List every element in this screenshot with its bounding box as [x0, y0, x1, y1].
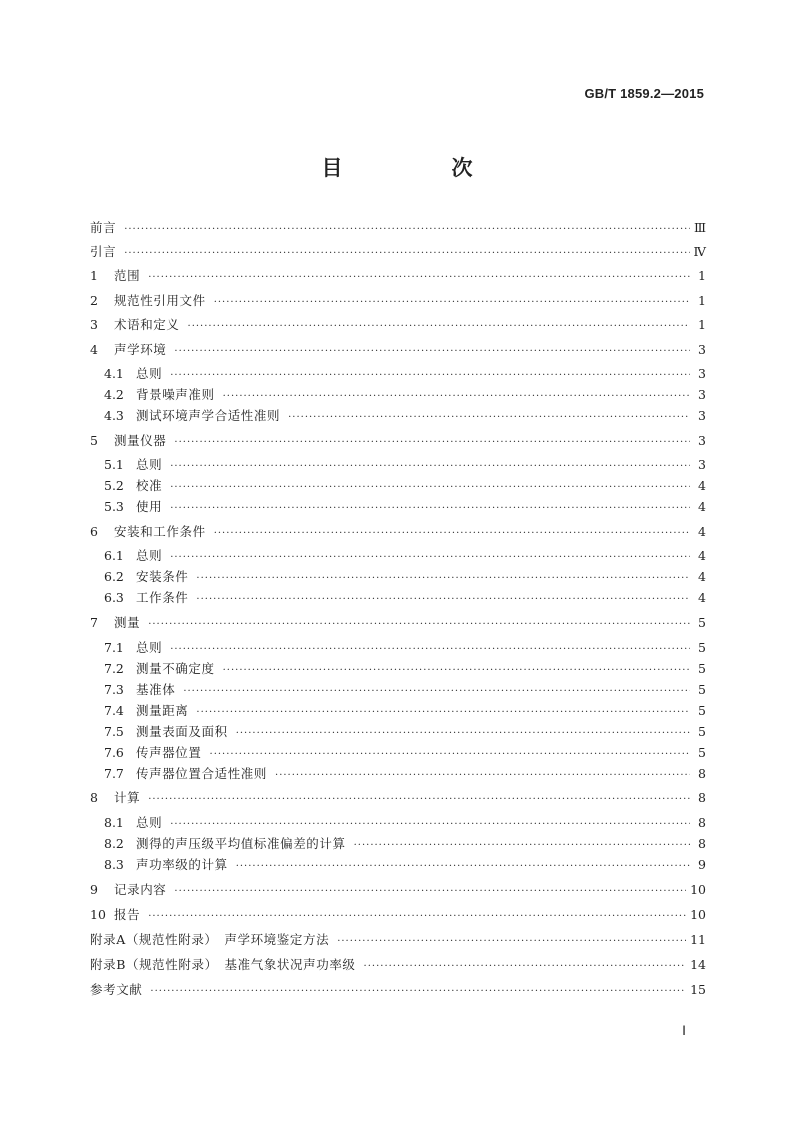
toc-entry-number: 4.2 — [104, 387, 124, 402]
toc-entry[interactable] — [90, 522, 706, 542]
toc-leader-dots — [196, 703, 690, 723]
toc-leader-dots — [337, 932, 686, 952]
page-title: 目 次 — [321, 156, 517, 180]
toc-entry-number: 7.4 — [104, 703, 124, 718]
toc-entry-label: 测量距离 — [136, 703, 189, 718]
toc-entry-number: 6 — [90, 524, 98, 539]
toc-leader-dots — [174, 882, 686, 902]
toc-leader-dots — [148, 907, 686, 927]
toc-entry-page: 8 — [698, 836, 706, 851]
toc-entry-label: 工作条件 — [136, 590, 189, 605]
toc-entry-number: 7 — [90, 615, 98, 630]
toc-entry-page: 4 — [698, 569, 706, 584]
toc-entry[interactable] — [90, 722, 706, 742]
toc-entry[interactable] — [90, 743, 706, 763]
toc-leader-dots — [354, 836, 690, 856]
toc-leader-dots — [170, 548, 690, 568]
document-code: GB/T 1859.2—2015 — [584, 86, 704, 101]
toc-entry-page: 8 — [698, 790, 706, 805]
toc-entry[interactable] — [90, 834, 706, 854]
toc-entry-number: 4 — [90, 342, 98, 357]
toc-entry[interactable] — [90, 638, 706, 658]
toc-entry-label: 测量不确定度 — [136, 661, 215, 676]
toc-entry-label: 总则 — [136, 366, 163, 381]
toc-leader-dots — [170, 640, 690, 660]
toc-entry-page: 3 — [698, 366, 706, 381]
toc-entry-page: 5 — [698, 682, 706, 697]
toc-entry-number: 6.2 — [104, 569, 124, 584]
toc-entry-page: 4 — [698, 499, 706, 514]
toc-entry[interactable] — [90, 455, 706, 475]
toc-leader-dots — [174, 342, 690, 362]
toc-entry-label: 传声器位置合适性准则 — [136, 766, 268, 781]
toc-entry-number: 4.3 — [104, 408, 124, 423]
toc-entry[interactable] — [90, 788, 706, 808]
toc-entry-number: 9 — [90, 882, 98, 897]
toc-entry-number: 7.2 — [104, 661, 124, 676]
toc-entry-page: 9 — [698, 857, 706, 872]
toc-leader-dots — [210, 745, 690, 765]
toc-entry[interactable] — [90, 955, 706, 975]
toc-entry-label: 附录B（规范性附录） 基准气象状况声功率级 — [90, 957, 356, 972]
toc-entry[interactable] — [90, 431, 706, 451]
toc-entry-label: 术语和定义 — [114, 317, 180, 332]
toc-entry-number: 8 — [90, 790, 98, 805]
toc-entry-page: 4 — [698, 478, 706, 493]
toc-entry[interactable] — [90, 497, 706, 517]
toc-leader-dots — [170, 457, 690, 477]
toc-entry-label: 前言 — [90, 220, 117, 235]
toc-entry-number: 8.1 — [104, 815, 124, 830]
toc-entry-page: 3 — [698, 342, 706, 357]
toc-entry-label: 总则 — [136, 815, 163, 830]
toc-entry-number: 10 — [90, 907, 106, 922]
toc-entry-number: 7.6 — [104, 745, 124, 760]
toc-leader-dots — [223, 661, 690, 681]
toc-entry-label: 校准 — [136, 478, 163, 493]
toc-entry-page: 1 — [698, 293, 706, 308]
toc-entry[interactable] — [90, 764, 706, 784]
toc-entry-page: 4 — [698, 524, 706, 539]
toc-entry-label: 规范性引用文件 — [114, 293, 206, 308]
toc-leader-dots — [174, 433, 690, 453]
toc-entry-page: 15 — [690, 982, 706, 997]
toc-leader-dots — [124, 244, 689, 264]
toc-entry-number: 5.2 — [104, 478, 124, 493]
toc-entry-page: Ⅳ — [693, 244, 706, 259]
toc-entry-label: 声学环境 — [114, 342, 167, 357]
toc-entry[interactable] — [90, 567, 706, 587]
toc-entry-page: 3 — [698, 457, 706, 472]
toc-entry-label: 引言 — [90, 244, 117, 259]
toc-entry-label: 背景噪声准则 — [136, 387, 215, 402]
toc-leader-dots — [236, 857, 690, 877]
toc-entry-label: 附录A（规范性附录） 声学环境鉴定方法 — [90, 932, 330, 947]
toc-entry-label: 使用 — [136, 499, 163, 514]
toc-entry-number: 6.1 — [104, 548, 124, 563]
toc-entry-label: 测量 — [114, 615, 141, 630]
toc-entry-label: 计算 — [114, 790, 141, 805]
toc-entry-page: 1 — [698, 317, 706, 332]
toc-leader-dots — [214, 293, 690, 313]
toc-entry-number: 3 — [90, 317, 98, 332]
toc-leader-dots — [170, 815, 690, 835]
toc-entry-number: 5 — [90, 433, 98, 448]
toc-leader-dots — [214, 524, 690, 544]
toc-entry-page: 5 — [698, 745, 706, 760]
toc-leader-dots — [148, 790, 690, 810]
toc-entry[interactable] — [90, 980, 706, 1000]
toc-entry[interactable] — [90, 364, 706, 384]
toc-entry-label: 安装条件 — [136, 569, 189, 584]
toc-entry[interactable] — [90, 546, 706, 566]
toc-entry[interactable] — [90, 680, 706, 700]
toc-leader-dots — [364, 957, 687, 977]
toc-entry-page: 5 — [698, 724, 706, 739]
page-number: Ⅰ — [682, 1023, 686, 1038]
toc-entry-label: 总则 — [136, 457, 163, 472]
toc-entry-number: 7.7 — [104, 766, 124, 781]
toc-entry-label: 测量仪器 — [114, 433, 167, 448]
toc-entry-label: 测得的声压级平均值标准偏差的计算 — [136, 836, 346, 851]
toc-entry-label: 测试环境声学合适性准则 — [136, 408, 281, 423]
toc-entry-label: 总则 — [136, 640, 163, 655]
toc-entry-label: 声功率级的计算 — [136, 857, 228, 872]
toc-entry-page: 10 — [690, 882, 706, 897]
toc-entry-label: 参考文献 — [90, 982, 143, 997]
toc-entry-number: 8.2 — [104, 836, 124, 851]
toc-entry-page: 3 — [698, 408, 706, 423]
toc-leader-dots — [236, 724, 690, 744]
toc-entry-label: 传声器位置 — [136, 745, 202, 760]
toc-entry-number: 6.3 — [104, 590, 124, 605]
toc-entry-page: 5 — [698, 640, 706, 655]
toc-entry-page: 8 — [698, 815, 706, 830]
toc-leader-dots — [275, 766, 690, 786]
toc-entry-label: 报告 — [114, 907, 141, 922]
toc-leader-dots — [150, 982, 686, 1002]
toc-entry[interactable] — [90, 880, 706, 900]
toc-entry-page: 1 — [698, 268, 706, 283]
toc-entry[interactable] — [90, 266, 706, 286]
toc-entry-page: 11 — [690, 932, 706, 947]
toc-entry-number: 5.1 — [104, 457, 124, 472]
toc-entry-page: 5 — [698, 615, 706, 630]
toc-entry-page: 5 — [698, 661, 706, 676]
toc-entry-number: 7.3 — [104, 682, 124, 697]
toc-entry[interactable] — [90, 613, 706, 633]
toc-entry-label: 测量表面及面积 — [136, 724, 228, 739]
toc-entry[interactable] — [90, 659, 706, 679]
toc-leader-dots — [196, 590, 690, 610]
toc-entry-label: 范围 — [114, 268, 141, 283]
toc-entry-number: 8.3 — [104, 857, 124, 872]
toc-entry[interactable] — [90, 855, 706, 875]
toc-entry-label: 安装和工作条件 — [114, 524, 206, 539]
toc-entry[interactable] — [90, 315, 706, 335]
toc-leader-dots — [170, 478, 690, 498]
toc-entry-page: 4 — [698, 590, 706, 605]
toc-leader-dots — [170, 366, 690, 386]
toc-leader-dots — [148, 615, 690, 635]
toc-entry[interactable] — [90, 242, 706, 262]
toc-entry[interactable] — [90, 701, 706, 721]
toc-entry[interactable] — [90, 406, 706, 426]
toc-leader-dots — [148, 268, 690, 288]
toc-entry-number: 7.5 — [104, 724, 124, 739]
toc-entry[interactable] — [90, 218, 706, 238]
toc-leader-dots — [288, 408, 690, 428]
toc-entry-number: 2 — [90, 293, 98, 308]
toc-entry-page: 10 — [690, 907, 706, 922]
toc-entry-number: 7.1 — [104, 640, 124, 655]
toc-entry[interactable] — [90, 905, 706, 925]
toc-leader-dots — [188, 317, 690, 337]
toc-leader-dots — [170, 499, 690, 519]
toc-leader-dots — [183, 682, 690, 702]
toc-leader-dots — [223, 387, 690, 407]
toc-entry-page: 8 — [698, 766, 706, 781]
toc-entry-label: 总则 — [136, 548, 163, 563]
toc-entry[interactable] — [90, 340, 706, 360]
toc-entry-page: Ⅲ — [693, 220, 706, 235]
toc-entry-number: 1 — [90, 268, 98, 283]
toc-leader-dots — [196, 569, 690, 589]
toc-entry[interactable] — [90, 291, 706, 311]
toc-entry[interactable] — [90, 813, 706, 833]
toc-entry-number: 4.1 — [104, 366, 124, 381]
toc-entry[interactable] — [90, 930, 706, 950]
toc-entry-page: 5 — [698, 703, 706, 718]
toc-entry[interactable] — [90, 588, 706, 608]
toc-entry[interactable] — [90, 476, 706, 496]
toc-entry-number: 5.3 — [104, 499, 124, 514]
toc-entry-label: 基准体 — [136, 682, 176, 697]
toc-entry-page: 14 — [690, 957, 706, 972]
toc-entry-label: 记录内容 — [114, 882, 167, 897]
toc-entry-page: 3 — [698, 387, 706, 402]
toc-entry-page: 3 — [698, 433, 706, 448]
toc-leader-dots — [124, 220, 690, 240]
toc-entry-page: 4 — [698, 548, 706, 563]
toc-entry[interactable] — [90, 385, 706, 405]
